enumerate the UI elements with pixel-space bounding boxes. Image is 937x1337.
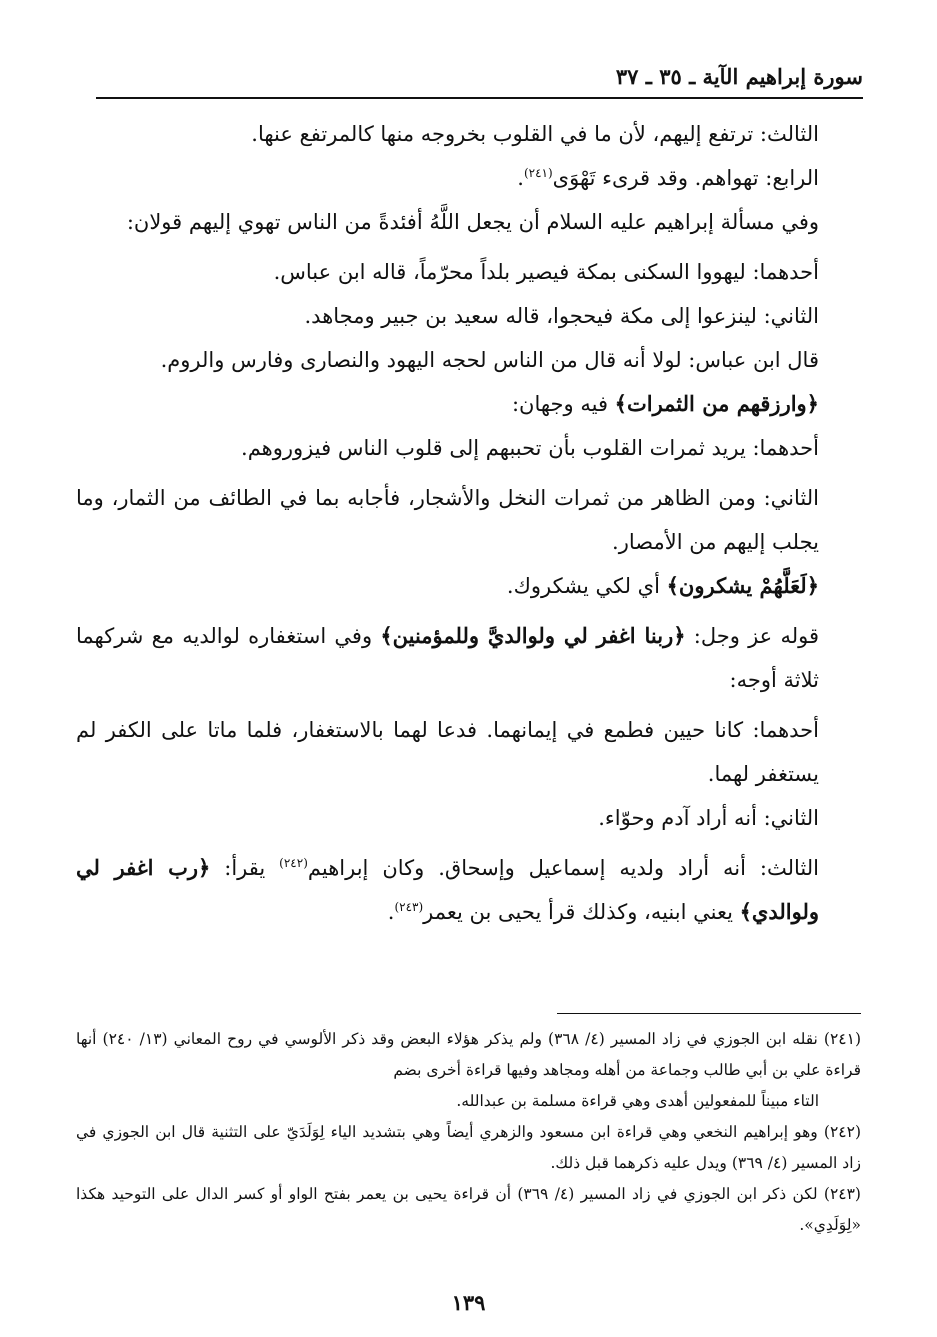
footnote-241: (٢٤١) نقله ابن الجوزي في زاد المسير (٤/ ٣٦٨) ولم يذكر هؤلاء البعض وقد ذكر الألوسي في روح المعاني (١٣/ ٢٤٠) أنها قراءة علي بن أبي طالب وجماعة من أهله ومجاهد وفيها قراءة أخرى بضم xyxy=(76,1030,862,1079)
paragraph-ibn-abbas: قال ابن عباس: لولا أنه قال من الناس لحجه اليهود والنصارى وفارس والروم. xyxy=(160,348,819,372)
paragraph-parents-first: أحدهما: كانا حيين فطمع في إيمانهما. فدعا لهما بالاستغفار، فلما ماتا على الكفر لم يستغفر لهما. xyxy=(76,718,819,786)
paragraph-text: وفي استغفاره لوالديه مع شركهما ثلاثة أوجه: xyxy=(76,624,819,692)
quran-quote: ﴿ربنا اغفر لي ولوالديَّ وللمؤمنين﴾ xyxy=(380,623,686,648)
paragraph-text: يقرأ: xyxy=(210,856,280,880)
quran-quote: ﴿لَعَلَّهُمْ يشكرون﴾ xyxy=(666,573,819,598)
paragraph-thankful-verse xyxy=(76,564,861,608)
paragraph-text: الرابع: تهواهم. وقد قرىء تَهْوَى xyxy=(552,166,819,190)
paragraph-text: فيه وجهان: xyxy=(511,392,615,416)
footnote-ref-242[interactable]: (٢٤٢) xyxy=(279,856,308,870)
footnote-separator xyxy=(557,1013,861,1014)
quran-quote: ﴿وارزقهم من الثمرات﴾ xyxy=(614,391,819,416)
running-title: سورة إبراهيم الآية ـ ٣٥ ـ ٣٧ xyxy=(615,64,863,89)
paragraph-parents-third xyxy=(76,846,861,934)
paragraph-forgiveness-verse xyxy=(76,614,861,702)
paragraph-fruits-verse xyxy=(76,382,861,426)
paragraph-text: أي لكي يشكروك. xyxy=(506,574,667,598)
paragraph-text: الثالث: أنه أراد ولديه إسماعيل وإسحاق. وكان إبراهيم xyxy=(307,856,819,880)
paragraph-parents-second: الثاني: أنه أراد آدم وحوّاء. xyxy=(598,806,819,830)
main-text xyxy=(76,112,861,934)
paragraph-text: قوله عز وجل: xyxy=(685,624,819,648)
paragraph-third-meaning: الثالث: ترتفع إليهم، لأن ما في القلوب بخروجه منها كالمرتفع عنها. xyxy=(251,122,819,146)
paragraph-fruits-second: الثاني: ومن الظاهر من ثمرات النخل والأشجار، فأجابه بما في الطائف من الثمار، وما يجلب إليهم من الأمصار. xyxy=(76,486,819,554)
page-number: ١٣٩ xyxy=(451,1290,486,1315)
paragraph-fourth-meaning xyxy=(76,156,861,200)
footnote-242: (٢٤٢) وهو إبراهيم النخعي وهي قراءة ابن مسعود والزهري أيضاً وهي بتشديد الياء لِوَلَدَيّ على التثنية قال ابن الجوزي في زاد المسير (٤/ ٣٦٩) ويدل عليه ذكرهما قبل ذلك. xyxy=(76,1123,861,1172)
paragraph-fruits-first: أحدهما: يريد ثمرات القلوب بأن تحببهم إلى قلوب الناس فيزوروهم. xyxy=(241,436,819,460)
paragraph-first-saying: أحدهما: ليهووا السكنى بمكة فيصير بلداً محرّماً، قاله ابن عباس. xyxy=(273,260,819,284)
paragraph-end: . xyxy=(387,900,395,924)
paragraph-two-sayings: وفي مسألة إبراهيم عليه السلام أن يجعل اللَّهُ أفئدةً من الناس تهوي إليهم قولان: xyxy=(126,210,819,234)
quran-quote: ﴿رب اغفر لي ولوالدي﴾ xyxy=(76,855,819,924)
paragraph-second-saying: الثاني: لينزعوا إلى مكة فيحجوا، قاله سعيد بن جبير ومجاهد. xyxy=(304,304,819,328)
footnotes xyxy=(76,1024,861,1241)
header-rule xyxy=(96,97,863,99)
paragraph-end: . xyxy=(517,166,524,190)
paragraph-text: يعني ابنيه، وكذلك قرأ يحيى بن يعمر xyxy=(423,900,740,924)
footnote-ref-241[interactable]: (٢٤١) xyxy=(523,166,553,180)
footnote-ref-243[interactable]: (٢٤٣) xyxy=(394,900,424,914)
footnote-241-continued: التاء مبيناً للمفعولين أهدى وهي قراءة مسلمة بن عبدالله. xyxy=(456,1092,819,1110)
footnote-243: (٢٤٣) لكن ذكر ابن الجوزي في زاد المسير (٤/ ٣٦٩) أن قراءة يحيى بن يعمر بفتح الواو أو كسر الدال على التوحيد هكذا «لِوَلَدِي». xyxy=(76,1185,861,1234)
